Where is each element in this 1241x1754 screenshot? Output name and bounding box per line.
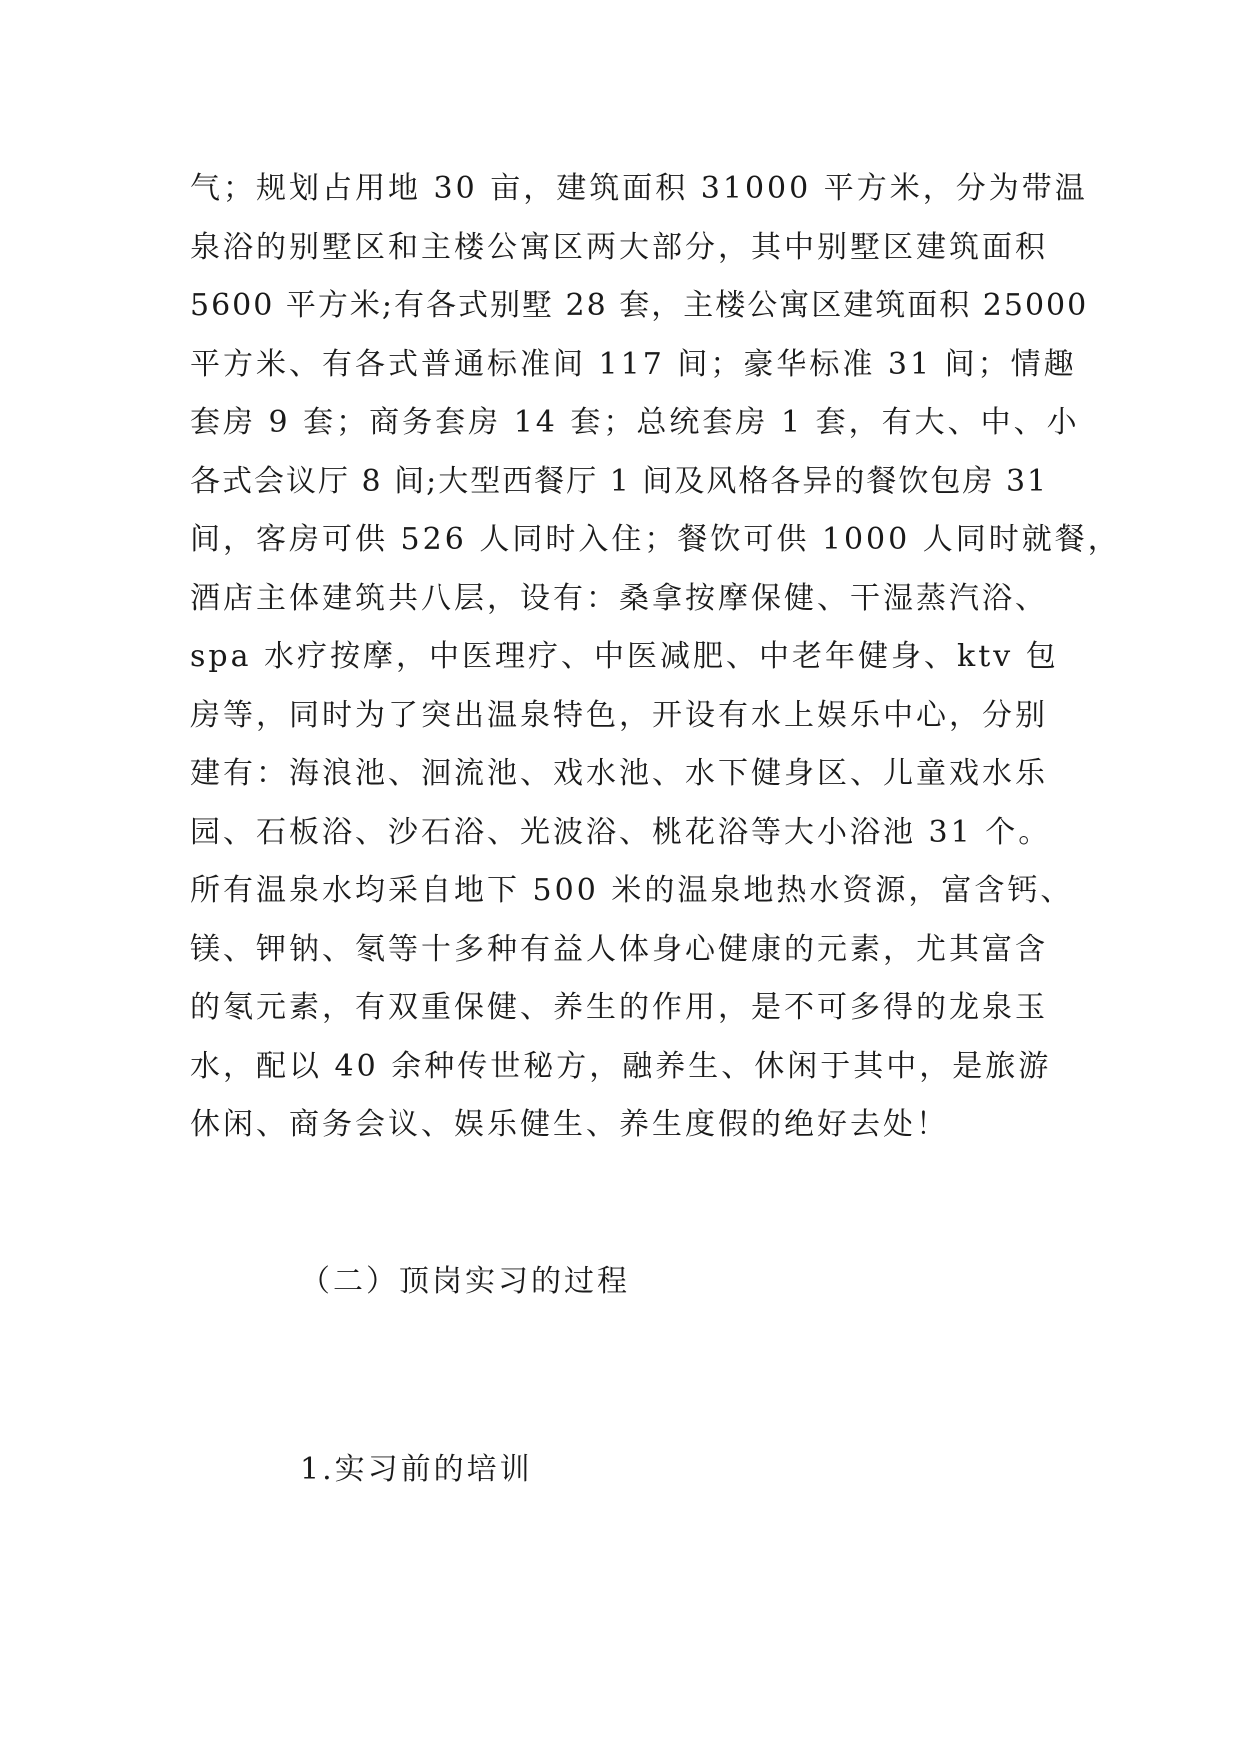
paragraph-line: 所有温泉水均采自地下 500 米的温泉地热水资源，富含钙、 (190, 873, 1074, 908)
paragraph-line: 5600 平方米;有各式别墅 28 套，主楼公寓区建筑面积 25000 (190, 288, 1089, 323)
subsection-heading: 1.实习前的培训 (300, 1452, 533, 1487)
body-paragraph (190, 160, 1121, 1155)
paragraph-line: 间，客房可供 526 人同时入住；餐饮可供 1000 人同时就餐， (190, 522, 1121, 557)
paragraph-line: 园、石板浴、沙石浴、光波浴、桃花浴等大小浴池 31 个。 (190, 814, 1052, 850)
paragraph-line: 水，配以 40 余种传世秘方，融养生、休闲于其中，是旅游 (190, 1048, 1052, 1084)
paragraph-line: 的氡元素，有双重保健、养生的作用，是不可多得的龙泉玉 (190, 990, 1048, 1025)
paragraph-line: 房等，同时为了突出温泉特色，开设有水上娱乐中心，分别 (190, 697, 1048, 733)
paragraph-line: 平方米、有各式普通标准间 117 间；豪华标准 31 间；情趣 (190, 346, 1077, 382)
paragraph-line: 套房 9 套；商务套房 14 套；总统套房 1 套，有大、中、小 (190, 405, 1080, 440)
paragraph-line: 酒店主体建筑共八层，设有：桑拿按摩保健、干湿蒸汽浴、 (190, 580, 1048, 616)
paragraph-line: 各式会议厅 8 间;大型西餐厅 1 间及风格各异的餐饮包房 31 (190, 463, 1049, 499)
section-heading: （二）顶岗实习的过程 (300, 1264, 630, 1299)
paragraph-line: 建有：海浪池、洄流池、戏水池、水下健身区、儿童戏水乐 (190, 756, 1048, 791)
paragraph-line: 泉浴的别墅区和主楼公寓区两大部分，其中别墅区建筑面积 (190, 229, 1048, 265)
paragraph-line: 休闲、商务会议、娱乐健生、养生度假的绝好去处！ (190, 1107, 949, 1142)
paragraph-line: spa 水疗按摩，中医理疗、中医减肥、中老年健身、ktv 包 (190, 639, 1059, 674)
paragraph-line: 镁、钾钠、氡等十多种有益人体身心健康的元素，尤其富含 (190, 931, 1048, 967)
paragraph-line: 气；规划占用地 30 亩，建筑面积 31000 平方米，分为带温 (190, 171, 1088, 206)
